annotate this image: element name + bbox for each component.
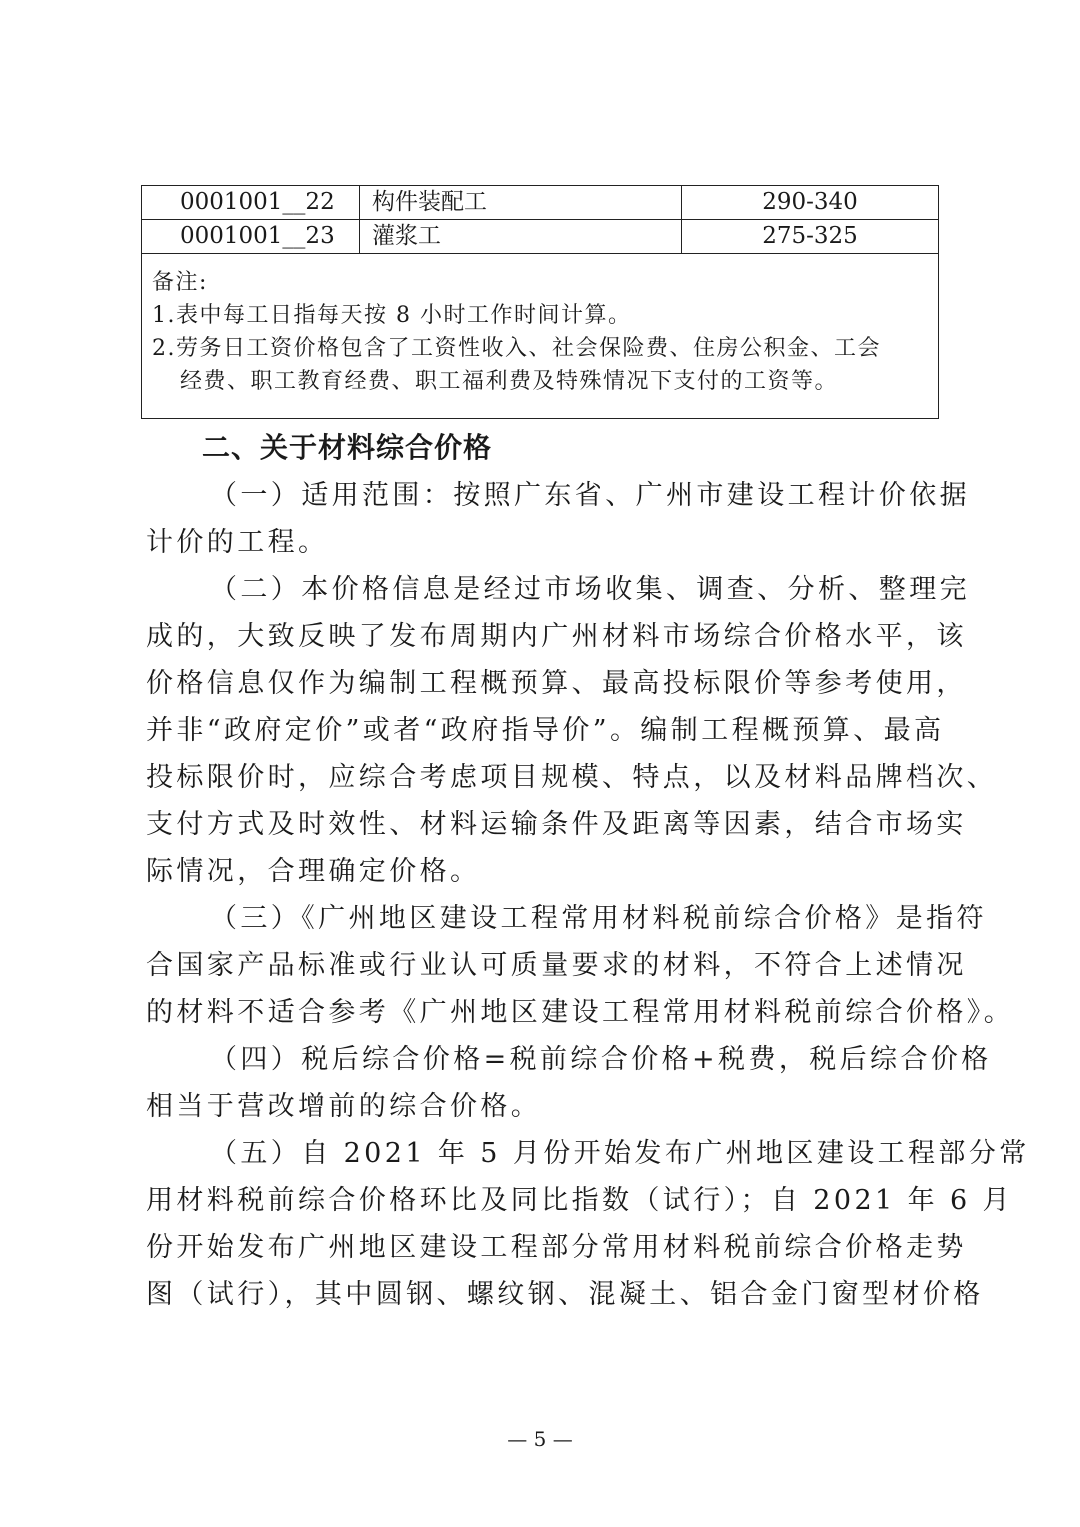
paragraph-line: （四）税后综合价格=税前综合价格+税费，税后综合价格 bbox=[210, 1044, 992, 1075]
paragraph-line: 计价的工程。 bbox=[146, 527, 329, 558]
paragraph-line: （二）本价格信息是经过市场收集、调查、分析、整理完 bbox=[210, 574, 970, 605]
item-name-cell: 构件装配工 bbox=[360, 186, 682, 219]
note-line: 2.劳务日工资价格包含了工资性收入、社会保险费、住房公积金、工会 bbox=[152, 336, 881, 361]
notes-title: 备注: bbox=[152, 270, 208, 295]
paragraph-line: 份开始发布广州地区建设工程部分常用材料税前综合价格走势 bbox=[146, 1232, 967, 1263]
item-code-cell: 0001001__22 bbox=[142, 186, 360, 219]
paragraph-line: （一）适用范围：按照广东省、广州市建设工程计价依据 bbox=[210, 480, 970, 511]
paragraph-line: 际情况，合理确定价格。 bbox=[146, 856, 481, 887]
paragraph-line: 支付方式及时效性、材料运输条件及距离等因素，结合市场实 bbox=[146, 809, 967, 840]
table-notes bbox=[142, 254, 938, 398]
labor-wage-table bbox=[141, 185, 939, 419]
paragraph-line: 用材料税前综合价格环比及同比指数（试行）；自 2021 年 6 月 bbox=[146, 1185, 1013, 1216]
note-line: 经费、职工教育经费、职工福利费及特殊情况下支付的工资等。 bbox=[180, 369, 839, 394]
paragraph-line: 合国家产品标准或行业认可质量要求的材料，不符合上述情况 bbox=[146, 950, 967, 981]
paragraph-line: 图（试行），其中圆钢、螺纹钢、混凝土、铝合金门窗型材价格 bbox=[146, 1279, 984, 1310]
paragraph-line: 价格信息仅作为编制工程概预算、最高投标限价等参考使用， bbox=[146, 668, 967, 699]
paragraph-line: 相当于营改增前的综合价格。 bbox=[146, 1091, 542, 1122]
item-code-cell: 0001001__23 bbox=[142, 220, 360, 253]
note-line: 1.表中每工日指每天按 8 小时工作时间计算。 bbox=[152, 303, 632, 328]
item-name-cell: 灌浆工 bbox=[360, 220, 682, 253]
paragraph-line: （三）《广州地区建设工程常用材料税前综合价格》是指符 bbox=[210, 903, 987, 934]
paragraph-line: 并非“政府定价”或者“政府指导价”。编制工程概预算、最高 bbox=[146, 715, 945, 746]
item-price-cell: 290-340 bbox=[762, 189, 858, 215]
paragraph-line: 成的，大致反映了发布周期内广州材料市场综合价格水平，该 bbox=[146, 621, 967, 652]
paragraph-line: 投标限价时，应综合考虑项目规模、特点，以及材料品牌档次、 bbox=[146, 762, 998, 793]
item-price-cell: 275-325 bbox=[762, 223, 858, 249]
table-row bbox=[142, 220, 938, 254]
table-row bbox=[142, 186, 938, 220]
paragraph-line: （五）自 2021 年 5 月份开始发布广州地区建设工程部分常 bbox=[210, 1138, 1030, 1169]
paragraph-line: 的材料不适合参考《广州地区建设工程常用材料税前综合价格》。 bbox=[146, 997, 1015, 1028]
page-number: — 5 — bbox=[507, 1427, 573, 1451]
section-heading: 二、关于材料综合价格 bbox=[202, 431, 493, 464]
